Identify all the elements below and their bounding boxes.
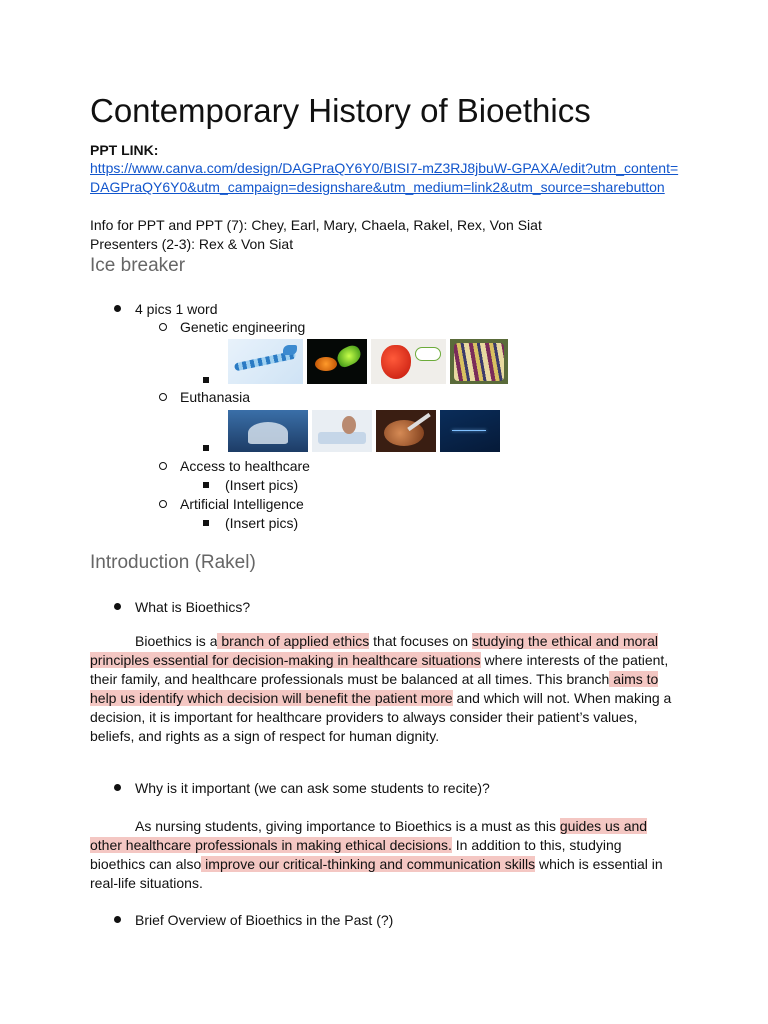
bullet-dot-icon [114,603,121,610]
info-line: Info for PPT and PPT (7): Chey, Earl, Mary, Chaela, Rakel, Rex, Von Siat [90,217,542,233]
highlight: aims to help us identify which decision will benefit the patient more [90,671,659,706]
bullet-circle-icon [159,500,167,508]
highlight: branch of applied ethics [217,633,370,649]
bullet-dot-icon [114,784,121,791]
euthanasia-images [228,410,500,452]
bullet-square-icon [203,445,209,451]
highlight: studying the ethical and moral principles essential for decision-making in healthcare situations [90,633,658,668]
dna-image [228,339,303,384]
list-item: 4 pics 1 word [135,301,218,317]
highlight: guides us and other healthcare professionals in making ethical decisions. [90,818,648,853]
list-item: What is Bioethics? [135,599,251,615]
bullet-circle-icon [159,323,167,331]
bullet-circle-icon [159,462,167,470]
ppt-link-label: PPT LINK: [90,142,159,158]
genetic-engineering-images [228,339,508,384]
strawberry-image [371,339,446,384]
bioethics-definition-paragraph: Bioethics is a branch of applied ethics that focuses on studying the ethical and moral principles essential for decision-making in healthcare situations where interests of the patient, their family, and healthcare professionals must be balanced at all times. This branch aims to help us identify which decision will benefit the patient more and which will not. When making a decision, it is important for healthcare providers to always consider their patient’s values, beliefs, and rights as a sign of respect for human dignity. [90,633,672,744]
introduction-heading: Introduction (Rakel) [90,552,256,573]
glowing-fish-image [307,339,367,384]
list-item: Artificial Intelligence [180,496,304,512]
list-item: Access to healthcare [180,458,310,474]
bullet-square-icon [203,520,209,526]
bullet-square-icon [203,482,209,488]
ice-breaker-heading: Ice breaker [90,255,186,276]
list-item: Why is it important (we can ask some students to recite)? [135,780,490,796]
importance-paragraph: As nursing students, giving importance to Bioethics is a must as this guides us and other healthcare professionals in making ethical decisions. In addition to this, studying bioethics can also improve our critical-thinking and communication skills which is essential in real-life situations. [90,818,663,891]
injection-image [376,410,436,452]
bullet-circle-icon [159,393,167,401]
list-item: (Insert pics) [225,477,299,493]
highlight: improve our critical-thinking and communication skills [201,856,536,872]
ppt-link-url-line1[interactable]: https://www.canva.com/design/DAGPraQY6Y0/BISI7-mZ3RJ8jbuW-GPAXA/edit?utm_content= [90,160,679,176]
flatline-image [440,410,500,452]
list-item: (Insert pics) [225,515,299,531]
list-item: Euthanasia [180,389,251,405]
corn-image [450,339,508,384]
presenters-line: Presenters (2-3): Rex & Von Siat [90,236,294,252]
page-title: Contemporary History of Bioethics [90,92,591,129]
ppt-link-url-line2[interactable]: DAGPraQY6Y0&utm_campaign=designshare&utm_medium=link2&utm_source=sharebutton [90,179,665,195]
bullet-dot-icon [114,916,121,923]
list-item: Genetic engineering [180,319,306,335]
list-item: Brief Overview of Bioethics in the Past (?) [135,912,394,928]
bullet-dot-icon [114,305,121,312]
bullet-square-icon [203,377,209,383]
surgery-image [228,410,308,452]
hospital-bed-image [312,410,372,452]
